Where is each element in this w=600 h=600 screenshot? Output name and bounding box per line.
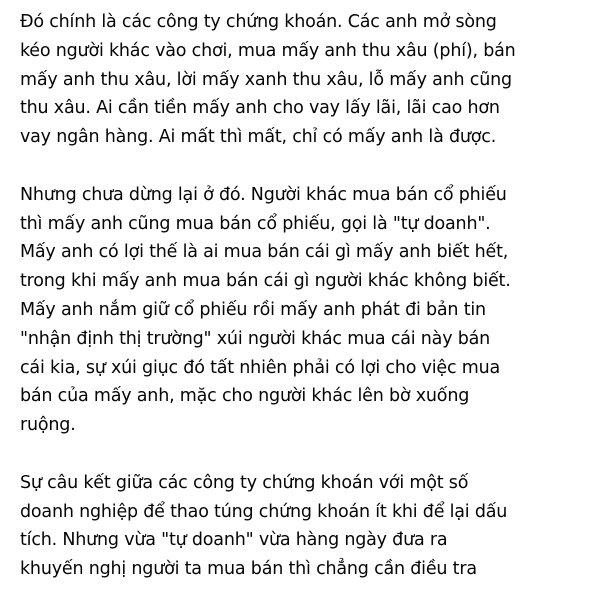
text-line: tích. Nhưng vừa "tự doanh" vừa hàng ngày đưa ra [20, 530, 448, 551]
text-line: cái kia, sự xúi giục đó tất nhiên phải có lợi cho việc mua [20, 357, 501, 378]
text-line: Nhưng chưa dừng lại ở đó. Người khác mua bán cổ phiếu [20, 184, 507, 205]
text-line: Đó chính là các công ty chứng khoán. Các anh mở sòng [20, 12, 497, 32]
text-line: khuyến nghị người ta mua bán thì chẳng cần điều tra [20, 559, 477, 580]
paragraph-spacer [20, 440, 590, 469]
text-line: trong khi mấy anh mua bán cái gì người khác không biết. [20, 271, 511, 292]
text-line: thì mấy anh cũng mua bán cổ phiếu, gọi là "tự doanh". [20, 213, 491, 234]
paragraph-2 [20, 181, 590, 440]
text-line: bán của mấy anh, mặc cho người khác lên bờ xuống [20, 386, 470, 407]
text-line: Mấy anh có lợi thế là ai mua bán cái gì mấy anh biết hết, [20, 242, 509, 263]
text-line: thu xâu. Ai cần tiền mấy anh cho vay lấy lãi, lãi cao hơn [20, 98, 500, 119]
paragraph-spacer [20, 152, 590, 181]
text-line: doanh nghiệp để thao túng chứng khoán ít khi để lại dấu [20, 501, 508, 522]
text-line: Sự câu kết giữa các công ty chứng khoán với một số [20, 472, 469, 493]
text-line: mấy anh thu xâu, lời mấy xanh thu xâu, lỗ mấy anh cũng [20, 69, 512, 90]
text-line: "nhận định thị trường" xúi người khác mua cái này bán [20, 328, 491, 349]
text-line: vay ngân hàng. Ai mất thì mất, chỉ có mấy anh là được. [20, 127, 497, 148]
paragraph-1 [20, 0, 590, 152]
paragraph-3 [20, 469, 590, 584]
text-line: ruộng. [20, 415, 76, 436]
text-line: kéo người khác vào chơi, mua mấy anh thu xâu (phí), bán [20, 40, 516, 61]
text-line: Mấy anh nắm giữ cổ phiếu rồi mấy anh phát đi bản tin [20, 299, 486, 320]
post-text-body [20, 0, 590, 600]
